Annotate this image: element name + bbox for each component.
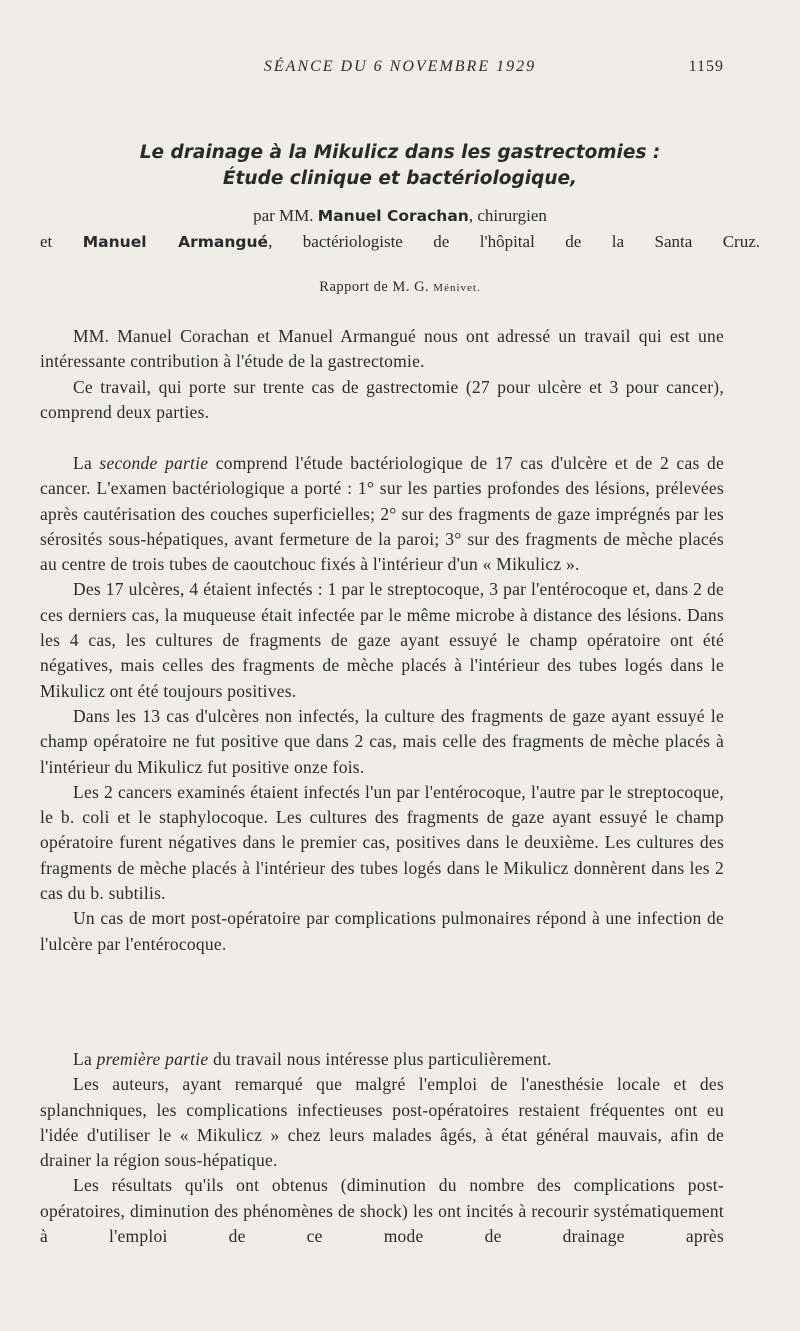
section-2-heading: seconde partie [99,453,209,473]
authors-line-1 [40,203,760,229]
intro-block [40,324,724,425]
paragraph: Un cas de mort post-opératoire par complications pulmonaires répond à une infection de l'ulcère par l'entérocoque. [40,908,724,954]
running-head: SÉANCE DU 6 NOVEMBRE 1929 [263,58,537,75]
title-line-1: Le drainage à la Mikulicz dans les gastrectomies : [139,142,661,163]
author-2-prefix: et [40,232,53,251]
section-2-block [40,451,724,957]
section-1-block [40,1047,724,1249]
author-1-role: , chirurgien [468,206,547,225]
author-2: Manuel Armangué [82,233,269,251]
report-prefix: Rapport de M. G. [319,279,430,295]
authors-block [40,203,760,255]
section-1-heading: première partie [96,1049,209,1069]
paragraph [40,451,724,577]
section-2-lead: La [73,453,100,473]
author-1: Manuel Corachan [317,207,469,225]
paragraph: Ce travail, qui porte sur trente cas de gastrectomie (27 pour ulcère et 3 pour cancer), comprend deux parties. [40,376,724,422]
paragraph: Dans les 13 cas d'ulcères non infectés, la culture des fragments de gaze ayant essuyé le champ opératoire ne fut positive que dans 2 cas, mais celle des fragments de mèche placés à l'intérieur du Mikulicz fut positive onze fois. [40,705,724,777]
authors-prefix: par MM. [253,206,314,225]
paragraph: Des 17 ulcères, 4 étaient infectés : 1 par le streptocoque, 3 par l'entérocoque et, dans 2 de ces derniers cas, la muqueuse était infectée par le même microbe à distance des lésions. Dans les 4 cas, les cultures de fragments de gaze ayant essuyé le champ opératoire ont été négatives, mais celles des fragments de mèche placés à l'intérieur des tubes logés dans le Mikulicz ont été toujours positives. [40,579,724,701]
report-line [0,279,800,296]
paragraph: MM. Manuel Corachan et Manuel Armangué nous ont adressé un travail qui est une intéressante contribution à l'étude de la gastrectomie. [40,326,724,372]
paragraph: Les auteurs, ayant remarqué que malgré l'emploi de l'anesthésie locale et des splanchniques, les complications infectieuses post-opératoires restaient fréquentes ont eu l'idée d'utiliser le « Mikulicz » chez leurs malades âgés, à état général mauvais, afin de drainer la région sous-hépatique. [40,1074,724,1171]
author-2-role: , bactériologiste de l'hôpital de la Santa Cruz. [268,232,761,251]
paragraph: Les résultats qu'ils ont obtenus (diminution du nombre des complications post-opératoires, diminution des phénomènes de shock) les ont incités à recourir systématiquement à l'emploi de ce mode de drainage après [40,1175,724,1247]
authors-line-2 [40,229,760,255]
article-title [40,140,760,192]
title-line-2: Étude clinique et bactériologique, [222,168,578,189]
paragraph [40,1047,724,1072]
section-1-lead: La [73,1049,97,1069]
paragraph: Les 2 cancers examinés étaient infectés l'un par l'entérocoque, l'autre par le streptocoque, le b. coli et le staphylocoque. Les cultures des fragments de gaze ayant essuyé le champ opératoire furent négatives dans le premier cas, positives dans le deuxième. Les cultures des fragments de mèche placés à l'intérieur des tubes logés dans le Mikulicz donnèrent dans les 2 cas du b. subtilis. [40,781,724,904]
report-author: Ménivet. [433,282,481,294]
section-1-text: du travail nous intéresse plus particulièrement. [208,1049,552,1069]
page-number: 1159 [688,58,724,75]
section-2-text: comprend l'étude bactériologique de 17 cas d'ulcère et de 2 cas de cancer. L'examen bactériologique a porté : 1° sur les parties profondes des lésions, prélevées après cautérisation des couches superficielles; 2° sur des fragments de gaze imprégnés par les sérosités sous-hépatiques, avant fermeture de la paroi; 3° sur des fragments de mèche placés au centre de trois tubes de caoutchouc fixés à l'intérieur d'un « Mikulicz ». [40,453,724,575]
page-header [0,58,800,82]
